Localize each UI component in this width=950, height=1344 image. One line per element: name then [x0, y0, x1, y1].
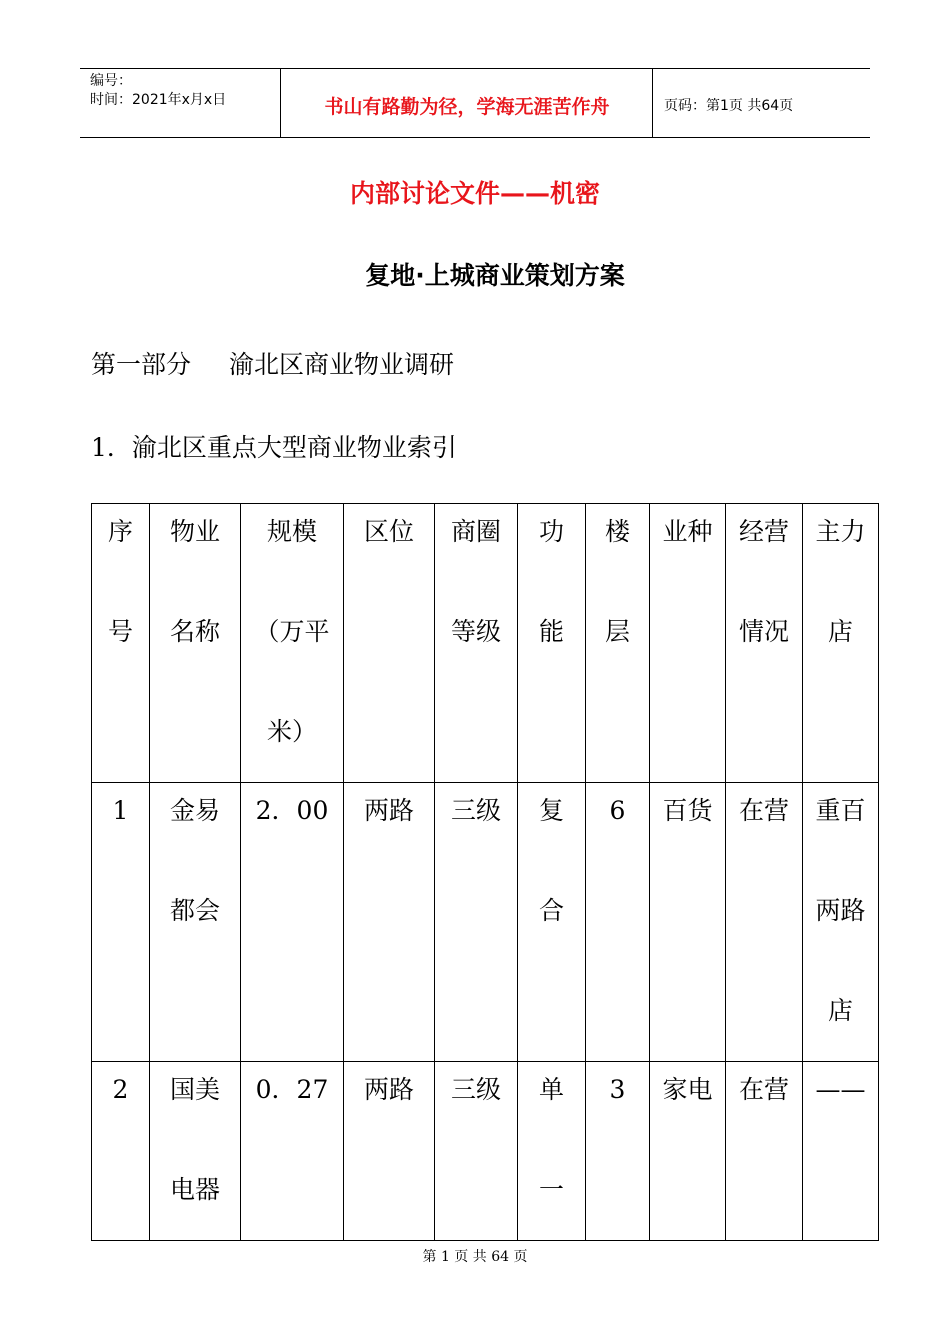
sub-heading: 1．渝北区重点大型商业物业索引	[91, 433, 457, 462]
cell-line: 在营	[738, 1075, 789, 1104]
cell-line: 米）	[266, 717, 317, 746]
time-label: 时间：2021年x月x日	[90, 92, 227, 108]
confidential-title: 内部讨论文件——机密	[349, 179, 600, 208]
page-header	[80, 68, 870, 138]
number-label: 编号：	[90, 73, 132, 89]
table-cell	[518, 783, 586, 1062]
cell-line: 电器	[169, 1175, 220, 1204]
cell-line: ——	[815, 1075, 866, 1104]
table-header-row	[92, 504, 879, 783]
cell-line: 主力	[815, 517, 866, 546]
cell-line: 商圈	[450, 517, 501, 546]
cell-line: 合	[538, 896, 564, 925]
table-cell	[726, 783, 803, 1062]
table-cell	[435, 783, 518, 1062]
cell-line: 百货	[662, 796, 713, 825]
section-name: 渝北区商业物业调研	[229, 350, 455, 379]
table-cell	[803, 783, 879, 1062]
table-cell	[586, 783, 650, 1062]
cell-line: 楼	[604, 517, 630, 546]
cell-line: 等级	[450, 617, 501, 646]
cell-line: 两路	[363, 796, 414, 825]
table-cell	[435, 1062, 518, 1241]
table-cell	[344, 1062, 435, 1241]
cell-line: 店	[827, 617, 853, 646]
cell-line: 重百	[815, 796, 866, 825]
cell-line: 在营	[738, 796, 789, 825]
table-cell	[650, 783, 726, 1062]
cell-line: （万平	[254, 617, 330, 646]
cell-line: 家电	[662, 1075, 713, 1104]
table-header-cell	[726, 504, 803, 783]
header-motto: 书山有路勤为径，学海无涯苦作舟	[282, 69, 653, 137]
cell-line: 2	[112, 1075, 129, 1104]
table-cell	[650, 1062, 726, 1241]
cell-line: 6	[609, 796, 626, 825]
cell-line: 名称	[169, 617, 220, 646]
page-footer: 第 1 页 共 64 页	[422, 1249, 528, 1265]
cell-line: 3	[609, 1075, 626, 1104]
table-cell	[803, 1062, 879, 1241]
cell-line: 一	[538, 1175, 564, 1204]
document-title: 复地·上城商业策划方案	[365, 261, 625, 290]
table-cell	[150, 783, 241, 1062]
cell-line: 国美	[169, 1075, 220, 1104]
table-row	[92, 783, 879, 1062]
cell-line: 规模	[266, 517, 317, 546]
table-header-cell	[92, 504, 150, 783]
section-heading	[91, 345, 454, 381]
table-header-cell	[344, 504, 435, 783]
cell-line: 0．27	[255, 1075, 329, 1104]
cell-line: 单	[538, 1075, 564, 1104]
table-header-cell	[650, 504, 726, 783]
table-row	[92, 1062, 879, 1241]
table-cell	[586, 1062, 650, 1241]
cell-line: 2．00	[255, 796, 329, 825]
table-cell	[518, 1062, 586, 1241]
cell-line: 序	[107, 517, 133, 546]
table-cell	[150, 1062, 241, 1241]
table-header-cell	[518, 504, 586, 783]
cell-line: 业种	[662, 517, 713, 546]
cell-line: 1	[112, 796, 129, 825]
cell-line: 区位	[363, 517, 414, 546]
table-header-cell	[241, 504, 344, 783]
cell-line: 两路	[815, 896, 866, 925]
table-cell	[344, 783, 435, 1062]
cell-line: 层	[604, 617, 630, 646]
cell-line: 都会	[169, 896, 220, 925]
cell-line: 能	[538, 617, 564, 646]
cell-line: 号	[107, 617, 133, 646]
table-cell	[241, 1062, 344, 1241]
table-header-cell	[586, 504, 650, 783]
cell-line: 金易	[169, 796, 220, 825]
header-page-info: 页码：第1页 共64页	[664, 98, 794, 114]
cell-line: 功	[538, 517, 564, 546]
cell-line: 物业	[169, 517, 220, 546]
header-meta	[80, 69, 281, 137]
cell-line: 两路	[363, 1075, 414, 1104]
table-cell	[92, 1062, 150, 1241]
table-header-cell	[435, 504, 518, 783]
table-header-cell	[803, 504, 879, 783]
cell-line: 复	[538, 796, 564, 825]
property-index-table	[91, 503, 879, 1241]
cell-line: 经营	[738, 517, 789, 546]
cell-line: 三级	[450, 796, 501, 825]
cell-line: 三级	[450, 1075, 501, 1104]
table-cell	[92, 783, 150, 1062]
table-cell	[726, 1062, 803, 1241]
table-cell	[241, 783, 344, 1062]
cell-line: 店	[827, 996, 853, 1025]
cell-line: 情况	[738, 617, 789, 646]
table-header-cell	[150, 504, 241, 783]
section-part: 第一部分	[91, 350, 192, 379]
